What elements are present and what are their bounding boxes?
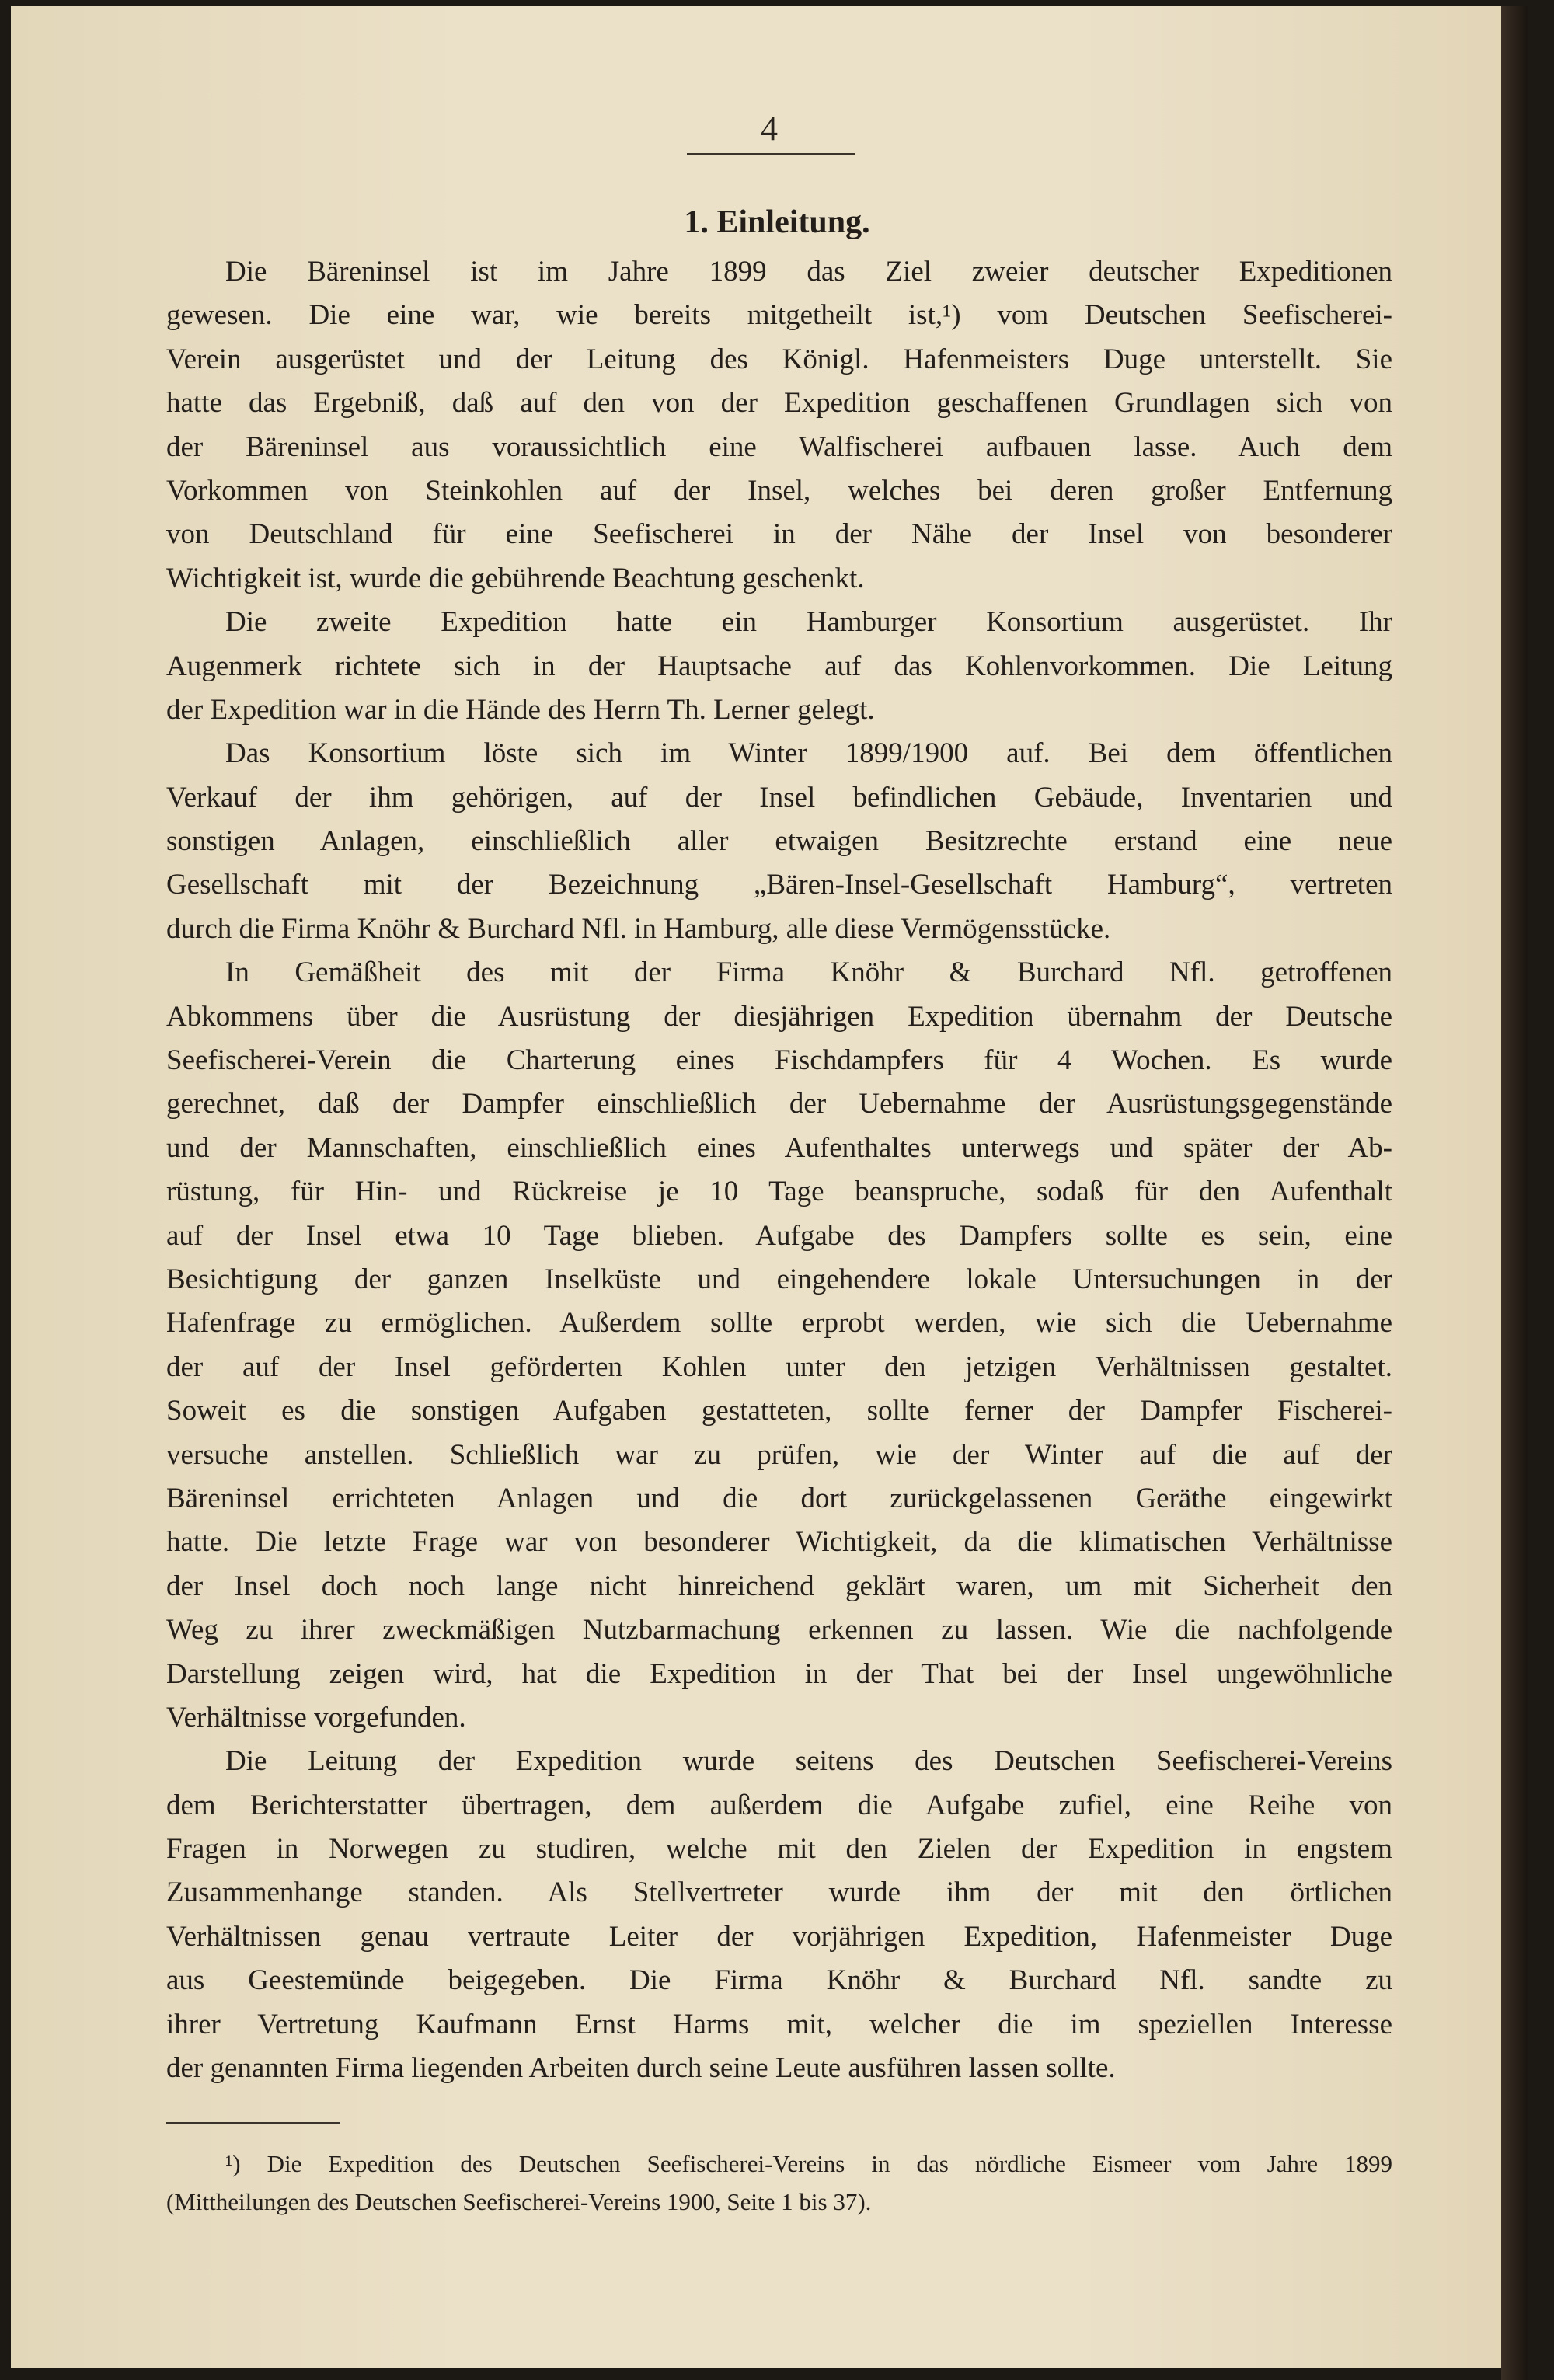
text-line: der Insel doch noch lange nicht hinreichend geklärt waren, um mit Sicherheit den [166, 1570, 1392, 1602]
footnote-rule [166, 2122, 340, 2124]
text-line: Die zweite Expedition hatte ein Hamburger Konsortium ausgerüstet. Ihr [225, 606, 1392, 639]
text-line: durch die Firma Knöhr & Burchard Nfl. in Hamburg, alle diese Vermögensstücke. [166, 912, 1111, 945]
text-line: hatte das Ergebniß, daß auf den von der Expedition geschaffenen Grundlagen sich von [166, 387, 1392, 420]
text-line: Weg zu ihrer zweckmäßigen Nutzbarmachung erkennen zu lassen. Wie die nachfolgende [166, 1614, 1392, 1646]
text-line: Hafenfrage zu ermöglichen. Außerdem sollte erprobt werden, wie sich die Uebernahme [166, 1307, 1392, 1340]
text-line: aus Geestemünde beigegeben. Die Firma Knöhr & Burchard Nfl. sandte zu [166, 1964, 1392, 1997]
text-line: dem Berichterstatter übertragen, dem außerdem die Aufgabe zufiel, eine Reihe von [166, 1789, 1392, 1821]
text-line: von Deutschland für eine Seefischerei in der Nähe der Insel von besonderer [166, 518, 1392, 551]
footnotes [166, 2145, 1392, 2221]
text-line: Die Leitung der Expedition wurde seitens des Deutschen Seefischerei-Vereins [225, 1745, 1392, 1778]
text-line: Bäreninsel errichteten Anlagen und die dort zurückgelassenen Geräthe eingewirkt [166, 1482, 1392, 1514]
footnote-line: ¹) Die Expedition des Deutschen Seefischerei-Vereins in das nördliche Eismeer vom Jahre 1899 [225, 2150, 1392, 2177]
text-line: der genannten Firma liegenden Arbeiten durch seine Leute ausführen lassen sollte. [166, 2052, 1116, 2085]
text-line: Wichtigkeit ist, wurde die gebührende Beachtung geschenkt. [166, 562, 865, 594]
text-line: Fragen in Norwegen zu studiren, welche mit den Zielen der Expedition in engstem [166, 1833, 1392, 1866]
text-line: Vorkommen von Steinkohlen auf der Insel, welches bei deren großer Entfernung [166, 474, 1392, 507]
text-line: Das Konsortium löste sich im Winter 1899/1900 auf. Bei dem öffentlichen [225, 737, 1392, 770]
text-line: Abkommens über die Ausrüstung der diesjährigen Expedition übernahm der Deutsche [166, 1000, 1392, 1033]
text-line: gerechnet, daß der Dampfer einschließlich der Uebernahme der Ausrüstungsgegenstände [166, 1088, 1392, 1120]
text-line: Seefischerei-Verein die Charterung eines Fischdampfers für 4 Wochen. Es wurde [166, 1044, 1392, 1077]
text-line: sonstigen Anlagen, einschließlich aller etwaigen Besitzrechte erstand eine neue [166, 825, 1392, 858]
footnote-line: (Mittheilungen des Deutschen Seefischerei-Vereins 1900, Seite 1 bis 37). [166, 2188, 872, 2215]
text-line: hatte. Die letzte Frage war von besonderer Wichtigkeit, da die klimatischen Verhältnisse [166, 1526, 1392, 1559]
text-line: auf der Insel etwa 10 Tage blieben. Aufgabe des Dampfers sollte es sein, eine [166, 1219, 1392, 1252]
paragraph [166, 250, 1392, 601]
text-line: Verhältnisse vorgefunden. [166, 1701, 466, 1734]
text-line: Die Bäreninsel ist im Jahre 1899 das Ziel zweier deutscher Expeditionen [225, 256, 1392, 287]
section-heading: 1. Einleitung. [684, 204, 870, 240]
page-edge [1501, 6, 1528, 2380]
text-line: und der Mannschaften, einschließlich eines Aufenthaltes unterwegs und später der Ab- [166, 1131, 1392, 1164]
text-line: Besichtigung der ganzen Inselküste und eingehendere lokale Untersuchungen in der [166, 1263, 1392, 1295]
paragraph [166, 732, 1392, 951]
header-rule [687, 153, 855, 155]
text-line: Zusammenhange standen. Als Stellvertreter wurde ihm der mit den örtlichen [166, 1876, 1392, 1909]
text-line: Darstellung zeigen wird, hat die Expedition in der That bei der Insel ungewöhnliche [166, 1657, 1392, 1690]
text-line: Gesellschaft mit der Bezeichnung „Bären-Insel-Gesellschaft Hamburg“, vertreten [166, 869, 1392, 901]
paragraph [166, 951, 1392, 1740]
text-line: der Expedition war in die Hände des Herrn Th. Lerner gelegt. [166, 693, 875, 726]
text-line: der auf der Insel geförderten Kohlen unter den jetzigen Verhältnissen gestaltet. [166, 1350, 1392, 1383]
text-line: ihrer Vertretung Kaufmann Ernst Harms mit, welcher die im speziellen Interesse [166, 2008, 1392, 2040]
text-line: der Bäreninsel aus voraussichtlich eine Walfischerei aufbauen lasse. Auch dem [166, 430, 1392, 463]
paragraph [166, 601, 1392, 732]
text-line: Augenmerk richtete sich in der Hauptsache auf das Kohlenvorkommen. Die Leitung [166, 650, 1392, 682]
body-text [166, 250, 1392, 2090]
text-line: Soweit es die sonstigen Aufgaben gestatteten, sollte ferner der Dampfer Fischerei- [166, 1395, 1392, 1427]
text-line: versuche anstellen. Schließlich war zu prüfen, wie der Winter auf die auf der [166, 1438, 1392, 1471]
paragraph [166, 1740, 1392, 2090]
text-line: gewesen. Die eine war, wie bereits mitgetheilt ist,¹) vom Deutschen Seefischerei- [166, 299, 1392, 332]
page-number: 4 [761, 110, 778, 148]
text-line: Verkauf der ihm gehörigen, auf der Insel befindlichen Gebäude, Inventarien und [166, 781, 1392, 814]
text-line: In Gemäßheit des mit der Firma Knöhr & Burchard Nfl. getroffenen [225, 957, 1392, 989]
text-line: Verhältnissen genau vertraute Leiter der vorjährigen Expedition, Hafenmeister Duge [166, 1920, 1392, 1953]
text-line: Verein ausgerüstet und der Leitung des Königl. Hafenmeisters Duge unterstellt. Sie [166, 343, 1392, 375]
text-line: rüstung, für Hin- und Rückreise je 10 Tage beanspruche, sodaß für den Aufenthalt [166, 1176, 1392, 1208]
